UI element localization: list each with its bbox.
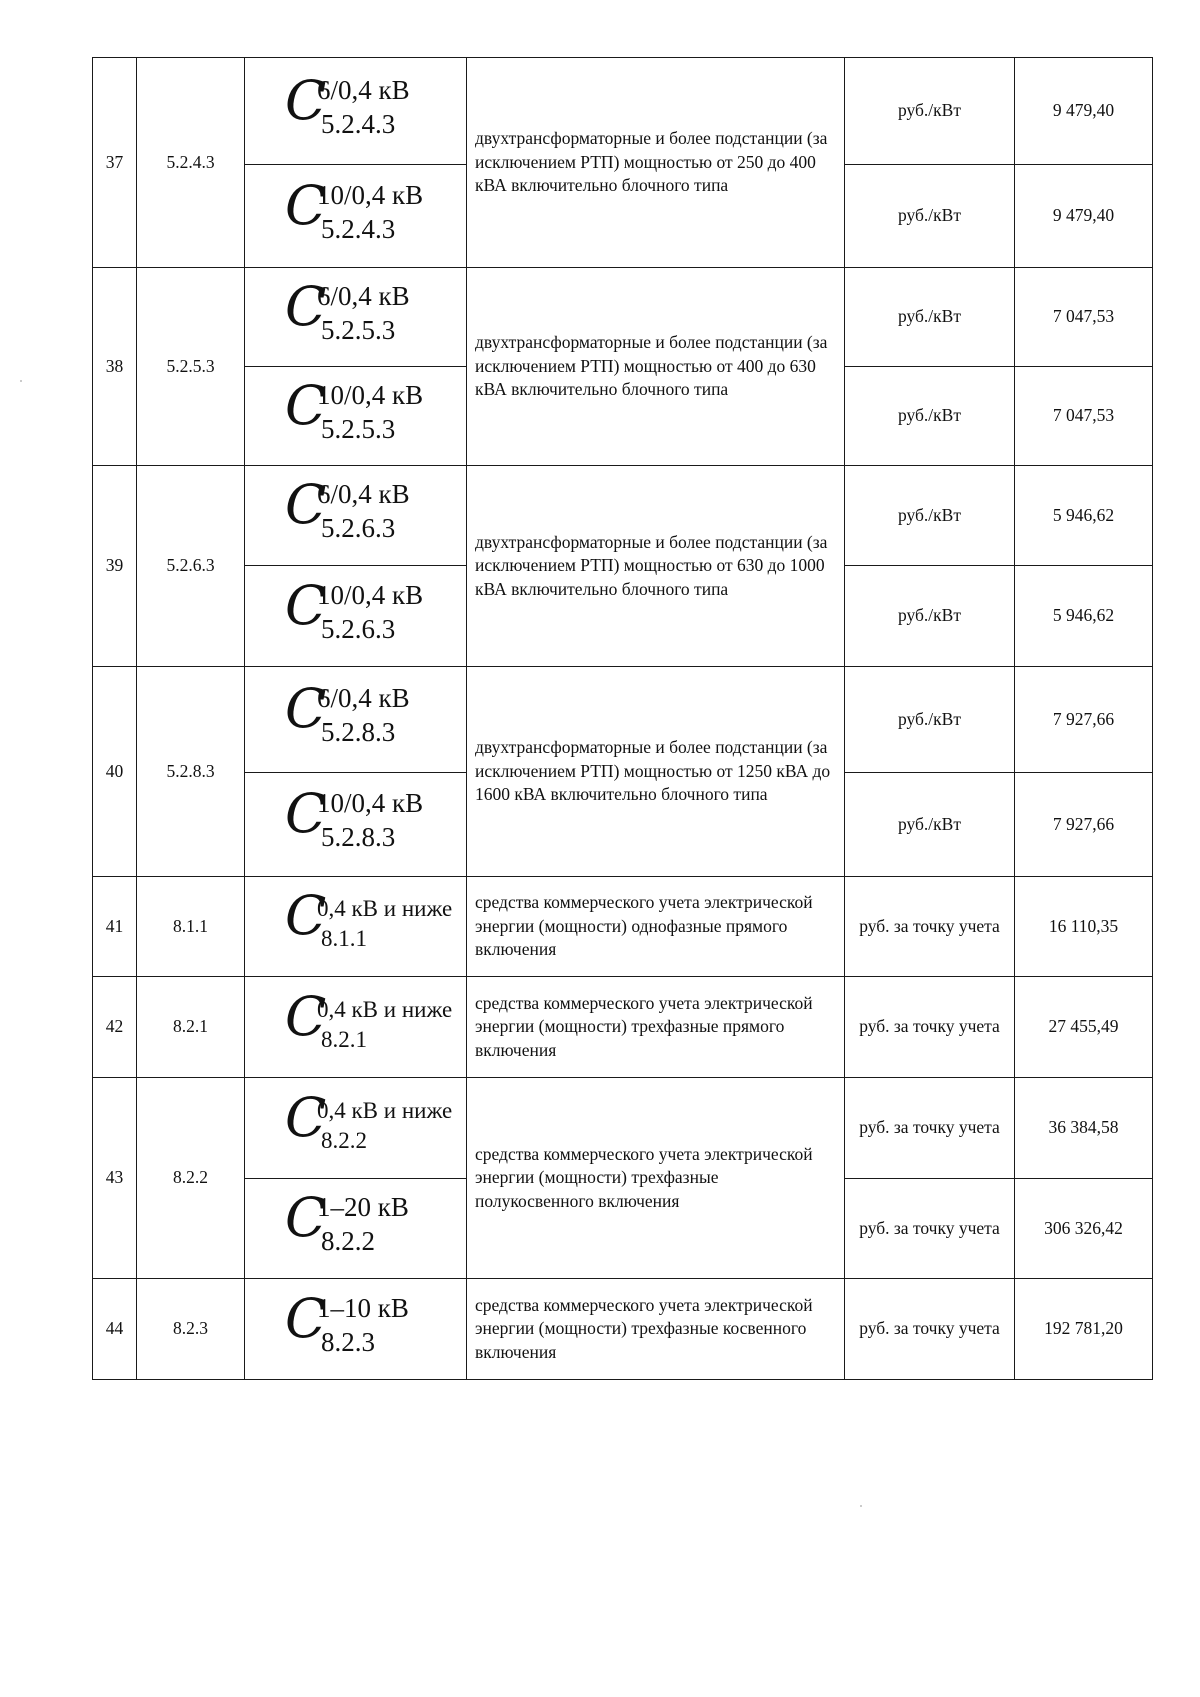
- rate-value: 9 479,40: [1015, 58, 1153, 165]
- formula-subscript: 5.2.5.3: [321, 413, 396, 444]
- unit-of-measure: руб./кВт: [845, 268, 1015, 367]
- formula-letter: C: [285, 1186, 327, 1250]
- formula-subscript: 8.2.1: [321, 1026, 367, 1052]
- formula-symbol: [285, 173, 455, 253]
- unit-of-measure: руб. за точку учета: [845, 977, 1015, 1078]
- unit-of-measure: руб./кВт: [845, 367, 1015, 466]
- row-number: 40: [93, 667, 137, 877]
- formula-superscript: 1–10 кВ: [317, 1292, 409, 1323]
- tariff-table: [92, 57, 1153, 1380]
- formula-letter: C: [285, 677, 327, 741]
- formula-symbol: [285, 1286, 455, 1366]
- formula-superscript: 6/0,4 кВ: [317, 479, 410, 510]
- row-description: средства коммерческого учета электрической энергии (мощности) однофазные прямого включения: [467, 877, 845, 977]
- formula-letter: C: [285, 274, 327, 338]
- table-row: [93, 268, 1153, 367]
- formula-symbol: [285, 781, 455, 861]
- formula-letter: C: [285, 984, 327, 1048]
- formula-superscript: 10/0,4 кВ: [317, 179, 424, 210]
- row-code: 8.2.1: [137, 977, 245, 1078]
- row-code: 5.2.6.3: [137, 466, 245, 667]
- table-row: [93, 977, 1153, 1078]
- formula-symbol: [285, 274, 455, 354]
- rate-value: 7 047,53: [1015, 268, 1153, 367]
- formula-superscript: 6/0,4 кВ: [317, 280, 410, 311]
- formula-subscript: 5.2.8.3: [321, 822, 396, 853]
- formula-letter: C: [285, 573, 327, 637]
- formula-letter: C: [285, 1286, 327, 1350]
- table-row: [93, 1279, 1153, 1380]
- formula-subscript: 5.2.5.3: [321, 314, 396, 345]
- rate-value: 192 781,20: [1015, 1279, 1153, 1380]
- formula-superscript: 10/0,4 кВ: [317, 579, 424, 610]
- unit-of-measure: руб. за точку учета: [845, 877, 1015, 977]
- row-number: 44: [93, 1279, 137, 1380]
- rate-formula: [245, 58, 467, 165]
- unit-of-measure: руб. за точку учета: [845, 1279, 1015, 1380]
- unit-of-measure: руб./кВт: [845, 667, 1015, 773]
- unit-of-measure: руб./кВт: [845, 773, 1015, 877]
- rate-formula: [245, 977, 467, 1078]
- formula-symbol: [285, 984, 455, 1064]
- table-row: [93, 466, 1153, 566]
- formula-symbol: [285, 573, 455, 653]
- formula-superscript: 10/0,4 кВ: [317, 788, 424, 819]
- row-code: 5.2.5.3: [137, 268, 245, 466]
- row-number: 42: [93, 977, 137, 1078]
- row-code: 8.1.1: [137, 877, 245, 977]
- formula-superscript: 6/0,4 кВ: [317, 683, 410, 714]
- formula-superscript: 0,4 кВ и ниже: [317, 896, 453, 922]
- formula-symbol: [285, 883, 455, 963]
- formula-subscript: 5.2.6.3: [321, 513, 396, 544]
- unit-of-measure: руб./кВт: [845, 58, 1015, 165]
- formula-letter: C: [285, 782, 327, 846]
- rate-formula: [245, 877, 467, 977]
- table-row: [93, 58, 1153, 165]
- formula-symbol: [285, 1085, 455, 1165]
- rate-value: 27 455,49: [1015, 977, 1153, 1078]
- formula-letter: C: [285, 173, 327, 237]
- rate-value: 36 384,58: [1015, 1078, 1153, 1179]
- unit-of-measure: руб. за точку учета: [845, 1179, 1015, 1279]
- rate-formula: [245, 566, 467, 667]
- formula-subscript: 5.2.4.3: [321, 213, 396, 244]
- table-row: [93, 877, 1153, 977]
- row-code: 8.2.2: [137, 1078, 245, 1279]
- tariff-table-body: [93, 58, 1153, 1380]
- formula-subscript: 8.2.2: [321, 1226, 375, 1257]
- formula-subscript: 8.2.2: [321, 1127, 367, 1153]
- row-code: 5.2.8.3: [137, 667, 245, 877]
- formula-subscript: 8.1.1: [321, 926, 367, 952]
- rate-formula: [245, 367, 467, 466]
- row-description: двухтрансформаторные и более подстанции (за исключением РТП) мощностью от 400 до 630 кВА включительно блочного типа: [467, 268, 845, 466]
- row-description: средства коммерческого учета электрической энергии (мощности) трехфазные полукосвенного включения: [467, 1078, 845, 1279]
- row-code: 8.2.3: [137, 1279, 245, 1380]
- row-number: 41: [93, 877, 137, 977]
- rate-formula: [245, 1279, 467, 1380]
- scan-speck: [860, 1505, 862, 1507]
- rate-value: 7 927,66: [1015, 773, 1153, 877]
- formula-symbol: [285, 472, 455, 552]
- row-description: двухтрансформаторные и более подстанции (за исключением РТП) мощностью от 250 до 400 кВА включительно блочного типа: [467, 58, 845, 268]
- formula-superscript: 0,4 кВ и ниже: [317, 996, 453, 1022]
- formula-letter: C: [285, 473, 327, 537]
- rate-value: 5 946,62: [1015, 466, 1153, 566]
- formula-subscript: 5.2.4.3: [321, 108, 396, 139]
- formula-symbol: [285, 1185, 455, 1265]
- unit-of-measure: руб./кВт: [845, 165, 1015, 268]
- formula-superscript: 10/0,4 кВ: [317, 379, 424, 410]
- unit-of-measure: руб./кВт: [845, 466, 1015, 566]
- unit-of-measure: руб./кВт: [845, 566, 1015, 667]
- rate-formula: [245, 773, 467, 877]
- rate-value: 16 110,35: [1015, 877, 1153, 977]
- scan-speck: [20, 380, 22, 382]
- formula-subscript: 5.2.8.3: [321, 717, 396, 748]
- formula-symbol: [285, 68, 455, 148]
- rate-formula: [245, 1078, 467, 1179]
- table-row: [93, 1078, 1153, 1179]
- rate-formula: [245, 165, 467, 268]
- formula-symbol: [285, 373, 455, 453]
- formula-superscript: 0,4 кВ и ниже: [317, 1097, 453, 1123]
- row-number: 43: [93, 1078, 137, 1279]
- formula-letter: C: [285, 68, 327, 132]
- rate-value: 306 326,42: [1015, 1179, 1153, 1279]
- unit-of-measure: руб. за точку учета: [845, 1078, 1015, 1179]
- row-description: средства коммерческого учета электрической энергии (мощности) трехфазные прямого включения: [467, 977, 845, 1078]
- rate-formula: [245, 268, 467, 367]
- formula-letter: C: [285, 1085, 327, 1149]
- rate-formula: [245, 1179, 467, 1279]
- row-description: двухтрансформаторные и более подстанции (за исключением РТП) мощностью от 1250 кВА до 1600 кВА включительно блочного типа: [467, 667, 845, 877]
- formula-superscript: 1–20 кВ: [317, 1192, 409, 1223]
- formula-superscript: 6/0,4 кВ: [317, 74, 410, 105]
- rate-value: 7 047,53: [1015, 367, 1153, 466]
- row-code: 5.2.4.3: [137, 58, 245, 268]
- formula-letter: C: [285, 884, 327, 948]
- row-number: 38: [93, 268, 137, 466]
- rate-value: 5 946,62: [1015, 566, 1153, 667]
- formula-symbol: [285, 676, 455, 756]
- row-description: средства коммерческого учета электрической энергии (мощности) трехфазные косвенного включения: [467, 1279, 845, 1380]
- table-row: [93, 667, 1153, 773]
- row-description: двухтрансформаторные и более подстанции (за исключением РТП) мощностью от 630 до 1000 кВА включительно блочного типа: [467, 466, 845, 667]
- formula-letter: C: [285, 373, 327, 437]
- rate-value: 9 479,40: [1015, 165, 1153, 268]
- row-number: 37: [93, 58, 137, 268]
- row-number: 39: [93, 466, 137, 667]
- rate-formula: [245, 667, 467, 773]
- formula-subscript: 8.2.3: [321, 1326, 375, 1357]
- rate-value: 7 927,66: [1015, 667, 1153, 773]
- formula-subscript: 5.2.6.3: [321, 613, 396, 644]
- rate-formula: [245, 466, 467, 566]
